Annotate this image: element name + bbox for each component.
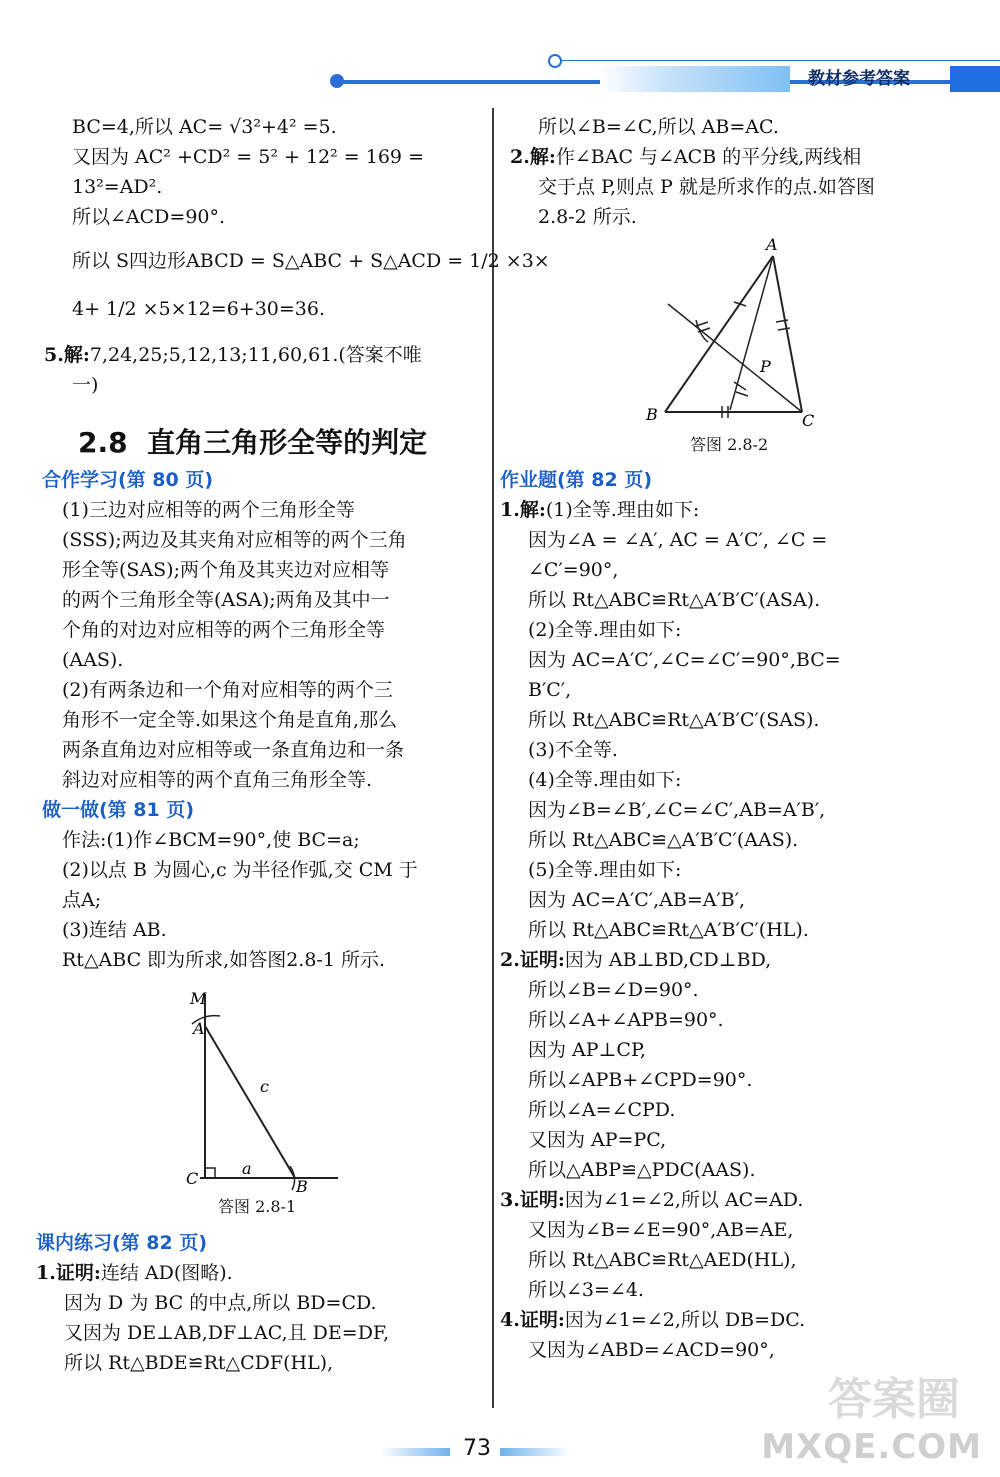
column-divider <box>492 108 494 1408</box>
figure-caption: 答图 2.8-1 <box>218 1197 297 1216</box>
text-line: B′C′, <box>528 679 572 701</box>
text-line: 因为 AC=A′C′,∠C=∠C′=90°,BC= <box>528 649 841 671</box>
figure-2-8-1 <box>180 986 350 1196</box>
text-line: 所以∠APB+∠CPD=90°. <box>528 1069 753 1091</box>
text-line: 13²=AD². <box>72 176 163 198</box>
text-line: 作∠BAC 与∠ACB 的平分线,两线相 <box>555 146 862 168</box>
header-dot-outline <box>548 54 562 68</box>
text-line: 因为 AB⊥BD,CD⊥BD, <box>564 949 772 971</box>
right-column-main <box>500 465 980 1365</box>
text-line: 所以 Rt△ABC≌Rt△A′B′C′(HL). <box>528 919 809 941</box>
section-number: 2.8 <box>78 426 128 459</box>
label-side-c: c <box>260 1077 269 1096</box>
question-label: 1.证明: <box>36 1262 101 1284</box>
text-line: (3)不全等. <box>528 739 618 761</box>
text-line: 所以∠ACD=90°. <box>72 206 226 228</box>
text-line: 因为 D 为 BC 的中点,所以 BD=CD. <box>64 1292 377 1314</box>
header-rule <box>558 60 1000 61</box>
text-line: 所以 Rt△ABC≌△A′B′C′(AAS). <box>528 829 799 851</box>
text-line: (2)以点 B 为圆心,c 为半径作弧,交 CM 于 <box>62 859 418 881</box>
text-line: 的两个三角形全等(ASA);两角及其中一 <box>62 589 390 611</box>
header-dot <box>330 74 344 88</box>
text-line: 交于点 P,则点 P 就是所求作的点.如答图 <box>538 176 875 198</box>
text-line: 7,24,25;5,12,13;11,60,61.(答案不唯 <box>89 344 422 366</box>
text-line: 角形不一定全等.如果这个角是直角,那么 <box>62 709 398 731</box>
text-line: 所以 Rt△ABC≌Rt△AED(HL), <box>528 1249 797 1271</box>
text-line: 又因为∠B=∠E=90°,AB=AE, <box>528 1219 794 1241</box>
text-line: 因为∠1=∠2,所以 DB=DC. <box>564 1309 806 1331</box>
label-b: B <box>646 405 658 424</box>
text-line: 所以∠3=∠4. <box>528 1279 644 1301</box>
text-line: 2.8-2 所示. <box>538 206 637 228</box>
figure-caption: 答图 2.8-2 <box>690 435 769 454</box>
page-number: 73 <box>463 1436 491 1461</box>
label-a: A <box>193 1019 205 1038</box>
footer-deco-right <box>500 1448 570 1456</box>
right-column-top <box>510 112 980 232</box>
text-line: 所以∠A+∠APB=90°. <box>528 1009 724 1031</box>
text-line: (4)全等.理由如下: <box>528 769 682 791</box>
text-line: 所以∠A=∠CPD. <box>528 1099 676 1121</box>
text-line: (AAS). <box>62 649 124 671</box>
left-column-bottom <box>36 1228 486 1378</box>
figure-2-8-2 <box>640 236 830 426</box>
text-line: BC=4,所以 AC= √3²+4² =5. <box>72 116 337 138</box>
text-line: 4+ 1/2 ×5×12=6+30=36. <box>72 298 326 320</box>
question-label: 4.证明: <box>500 1309 565 1331</box>
label-m: M <box>190 989 207 1008</box>
header-gradient <box>600 66 790 92</box>
text-line: 连结 AD(图略). <box>100 1262 233 1284</box>
section-title: 直角三角形全等的判定 <box>147 426 428 459</box>
text-line: 个角的对边对应相等的两个三角形全等 <box>62 619 386 641</box>
text-line: 又因为 AC² +CD² = 5² + 12² = 169 = <box>72 146 424 168</box>
question-label: 2.证明: <box>500 949 565 971</box>
label-p: P <box>760 357 771 376</box>
label-c: C <box>802 411 815 426</box>
text-line: (SSS);两边及其夹角对应相等的两个三角 <box>62 529 407 551</box>
text-line: (3)连结 AB. <box>62 919 167 941</box>
text-line: 一) <box>72 374 99 396</box>
left-column-mid <box>42 465 487 975</box>
text-line: (1)全等.理由如下: <box>545 499 700 521</box>
question-label: 5.解: <box>44 344 90 366</box>
text-line: 因为∠B=∠B′,∠C=∠C′,AB=A′B′, <box>528 799 826 821</box>
watermark-url: MXQE.COM <box>761 1427 982 1467</box>
text-line: 因为∠A = ∠A′, AC = A′C′, ∠C = <box>528 529 828 551</box>
subheading: 课内练习(第 82 页) <box>36 1232 208 1254</box>
text-line: 作法:(1)作∠BCM=90°,使 BC=a; <box>62 829 360 851</box>
subheading: 做一做(第 81 页) <box>42 799 195 821</box>
text-line: 因为 AP⊥CP, <box>528 1039 646 1061</box>
text-line: 所以 Rt△ABC≌Rt△A′B′C′(ASA). <box>528 589 821 611</box>
text-line: ∠C′=90°, <box>528 559 619 581</box>
watermark-logo: 答案圈 <box>828 1374 960 1425</box>
text-line: 斜边对应相等的两个直角三角形全等. <box>62 769 373 791</box>
text-line: 两条直角边对应相等或一条直角边和一条 <box>62 739 405 761</box>
text-line: 又因为 DE⊥AB,DF⊥AC,且 DE=DF, <box>64 1322 390 1344</box>
text-line: 所以 Rt△ABC≌Rt△A′B′C′(SAS). <box>528 709 820 731</box>
text-line: 点A; <box>62 889 102 911</box>
text-line: 因为∠1=∠2,所以 AC=AD. <box>564 1189 804 1211</box>
text-line: 因为 AC=A′C′,AB=A′B′, <box>528 889 746 911</box>
question-label: 3.证明: <box>500 1189 565 1211</box>
question-label: 1.解: <box>500 499 546 521</box>
header-title: 教材参考答案 <box>808 69 910 89</box>
footer-deco-left <box>380 1448 450 1456</box>
label-a: A <box>766 236 778 254</box>
text-line: 形全等(SAS);两个角及其夹边对应相等 <box>62 559 389 581</box>
text-line: 所以△ABP≌△PDC(AAS). <box>528 1159 756 1181</box>
text-line: Rt△ABC 即为所求,如答图2.8-1 所示. <box>62 949 386 971</box>
section-heading <box>78 420 427 466</box>
text-line: (2)有两条边和一个角对应相等的两个三 <box>62 679 393 701</box>
subheading: 作业题(第 82 页) <box>500 469 653 491</box>
text-line: (1)三边对应相等的两个三角形全等 <box>62 499 355 521</box>
question-label: 2.解: <box>510 146 556 168</box>
header-end-block <box>950 66 1000 92</box>
text-line: 又因为∠ABD=∠ACD=90°, <box>528 1339 775 1361</box>
text-line: 所以∠B=∠C,所以 AB=AC. <box>538 116 779 138</box>
label-b: B <box>296 1177 308 1196</box>
text-line: 所以 Rt△BDE≌Rt△CDF(HL), <box>64 1352 334 1374</box>
text-line: (2)全等.理由如下: <box>528 619 682 641</box>
label-side-a: a <box>242 1159 252 1178</box>
subheading: 合作学习(第 80 页) <box>42 469 214 491</box>
label-c: C <box>186 1169 199 1188</box>
text-line: (5)全等.理由如下: <box>528 859 682 881</box>
text-line: 所以 S四边形ABCD = S△ABC + S△ACD = 1/2 ×3× <box>72 250 550 272</box>
text-line: 所以∠B=∠D=90°. <box>528 979 699 1001</box>
text-line: 又因为 AP=PC, <box>528 1129 667 1151</box>
